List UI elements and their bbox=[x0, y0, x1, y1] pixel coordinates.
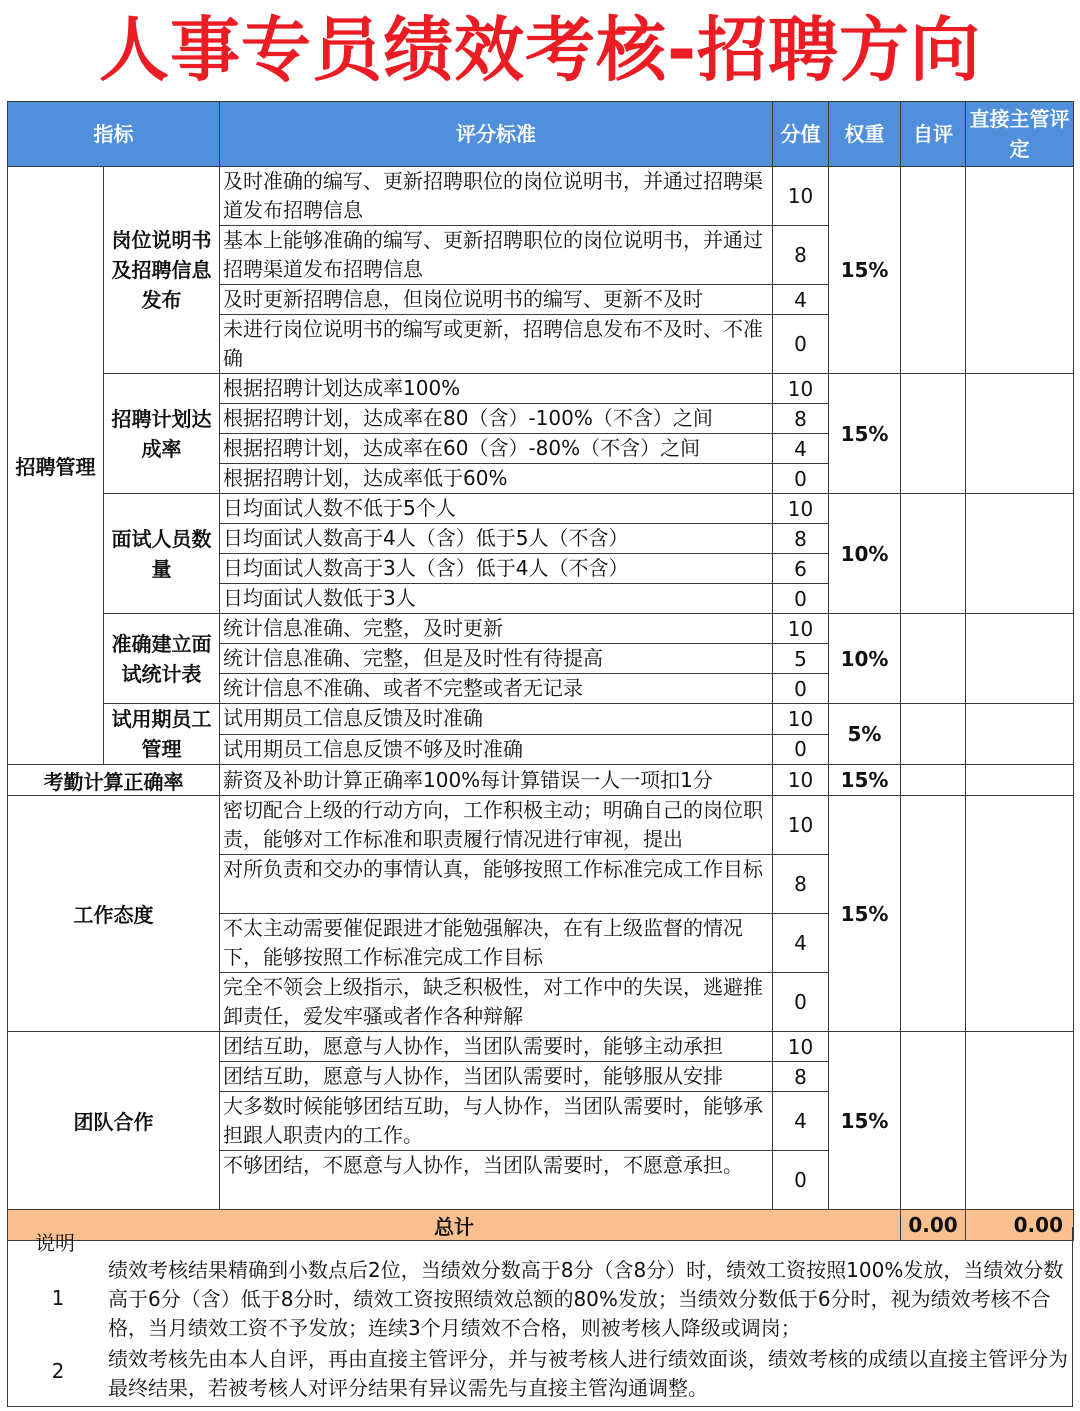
score-value: 10 bbox=[773, 614, 829, 644]
indicator-job-description: 岗位说明书及招聘信息发布 bbox=[104, 167, 220, 374]
score-value: 10 bbox=[773, 494, 829, 524]
score-value: 5 bbox=[773, 644, 829, 674]
header-score: 分值 bbox=[773, 102, 829, 167]
header-row bbox=[8, 102, 1074, 167]
indicator-interview-stats: 准确建立面试统计表 bbox=[104, 614, 220, 704]
note-text: 绩效考核先由本人自评，再由直接主管评分，并与被考核人进行绩效面谈，绩效考核的成绩以直接主管评分为最终结果，若被考核人对评分结果有异议需先与直接主管沟通调整。 bbox=[108, 1347, 1068, 1400]
header-weight: 权重 bbox=[829, 102, 901, 167]
criterion-text: 日均面试人数不低于5个人 bbox=[220, 494, 773, 524]
criterion-text: 日均面试人数高于3人（含）低于4人（不含） bbox=[220, 554, 773, 584]
total-manager-value: 0.00 bbox=[966, 1210, 1074, 1241]
criterion-text: 不太主动需要催促跟进才能勉强解决，在有上级监督的情况下，能够按照工作标准完成工作目标 bbox=[220, 914, 773, 973]
score-value: 0 bbox=[773, 315, 829, 374]
manager-score-cell[interactable] bbox=[966, 494, 1074, 614]
criterion-text: 基本上能够准确的编写、更新招聘职位的岗位说明书，并通过招聘渠道发布招聘信息 bbox=[220, 226, 773, 285]
weight-value: 15% bbox=[829, 796, 901, 1032]
manager-score-cell[interactable] bbox=[966, 167, 1074, 374]
score-value: 0 bbox=[773, 973, 829, 1032]
page-title: 人事专员绩效考核-招聘方向 bbox=[98, 9, 982, 91]
note-text: 绩效考核结果精确到小数点后2位，当绩效分数高于8分（含8分）时，绩效工资按照100%发放，当绩效分数高于6分（含）低于8分时，绩效工资按照绩效总额的80%发放；当绩效分数低于6分时，视为绩效考核不合格，当月绩效工资不予发放；连续3个月绩效不合格，则被考核人降级或调岗； bbox=[108, 1258, 1064, 1340]
score-value: 6 bbox=[773, 554, 829, 584]
criterion-text: 日均面试人数高于4人（含）低于5人（不含） bbox=[220, 524, 773, 554]
header-manager: 直接主管评定 bbox=[966, 102, 1074, 167]
weight-value: 15% bbox=[829, 765, 901, 796]
weight-value: 15% bbox=[829, 1032, 901, 1210]
manager-score-cell[interactable] bbox=[966, 765, 1074, 796]
note-number: 2 bbox=[51, 1359, 65, 1383]
indicator-work-attitude: 工作态度 bbox=[8, 796, 220, 1032]
criterion-text: 根据招聘计划达成率100% bbox=[220, 374, 773, 404]
score-value: 0 bbox=[773, 734, 829, 765]
self-score-cell[interactable] bbox=[901, 765, 966, 796]
score-value: 8 bbox=[773, 524, 829, 554]
score-value: 4 bbox=[773, 434, 829, 464]
criterion-text: 大多数时候能够团结互助，与人协作，当团队需要时，能够承担跟人职责内的工作。 bbox=[220, 1092, 773, 1151]
table-row bbox=[8, 494, 1074, 524]
score-value: 0 bbox=[773, 464, 829, 494]
criterion-text: 试用期员工信息反馈及时准确 bbox=[220, 704, 773, 735]
criterion-text: 统计信息准确、完整，但是及时性有待提高 bbox=[220, 644, 773, 674]
score-value: 0 bbox=[773, 584, 829, 614]
score-value: 0 bbox=[773, 674, 829, 704]
criterion-text: 根据招聘计划，达成率低于60% bbox=[220, 464, 773, 494]
score-value: 8 bbox=[773, 1062, 829, 1092]
total-label: 总计 bbox=[8, 1210, 901, 1241]
self-score-cell[interactable] bbox=[901, 374, 966, 494]
score-value: 10 bbox=[773, 167, 829, 226]
score-value: 4 bbox=[773, 1092, 829, 1151]
criterion-text: 根据招聘计划，达成率在60（含）-80%（不含）之间 bbox=[220, 434, 773, 464]
criterion-text: 日均面试人数低于3人 bbox=[220, 584, 773, 614]
indicator-plan-rate: 招聘计划达成率 bbox=[104, 374, 220, 494]
table-row bbox=[8, 167, 1074, 226]
notes-section bbox=[7, 1227, 1073, 1407]
score-value: 4 bbox=[773, 285, 829, 315]
total-self-value: 0.00 bbox=[901, 1210, 966, 1241]
criterion-text: 团结互助，愿意与人协作，当团队需要时，能够服从安排 bbox=[220, 1062, 773, 1092]
criterion-text: 薪资及补助计算正确率100%每计算错误一人一项扣1分 bbox=[220, 765, 773, 796]
score-value: 8 bbox=[773, 855, 829, 914]
self-score-cell[interactable] bbox=[901, 1032, 966, 1210]
table-row bbox=[8, 374, 1074, 404]
weight-value: 10% bbox=[829, 614, 901, 704]
criterion-text: 根据招聘计划，达成率在80（含）-100%（不含）之间 bbox=[220, 404, 773, 434]
weight-value: 15% bbox=[829, 374, 901, 494]
criterion-text: 不够团结，不愿意与人协作，当团队需要时，不愿意承担。 bbox=[220, 1151, 773, 1210]
self-score-cell[interactable] bbox=[901, 494, 966, 614]
manager-score-cell[interactable] bbox=[966, 1032, 1074, 1210]
kpi-table bbox=[7, 101, 1074, 1241]
weight-value: 5% bbox=[829, 704, 901, 765]
manager-score-cell[interactable] bbox=[966, 796, 1074, 1032]
criterion-text: 统计信息不准确、或者不完整或者无记录 bbox=[220, 674, 773, 704]
self-score-cell[interactable] bbox=[901, 704, 966, 765]
score-value: 10 bbox=[773, 1032, 829, 1062]
manager-score-cell[interactable] bbox=[966, 704, 1074, 765]
indicator-teamwork: 团队合作 bbox=[8, 1032, 220, 1210]
score-value: 8 bbox=[773, 226, 829, 285]
score-value: 10 bbox=[773, 704, 829, 735]
weight-value: 15% bbox=[829, 167, 901, 374]
table-row bbox=[8, 1032, 1074, 1062]
manager-score-cell[interactable] bbox=[966, 614, 1074, 704]
score-value: 10 bbox=[773, 374, 829, 404]
criterion-text: 完全不领会上级指示，缺乏积极性，对工作中的失误，逃避推卸责任，爱发牢骚或者作各种辩解 bbox=[220, 973, 773, 1032]
criterion-text: 未进行岗位说明书的编写或更新，招聘信息发布不及时、不准确 bbox=[220, 315, 773, 374]
manager-score-cell[interactable] bbox=[966, 374, 1074, 494]
criterion-text: 统计信息准确、完整，及时更新 bbox=[220, 614, 773, 644]
score-value: 4 bbox=[773, 914, 829, 973]
score-value: 10 bbox=[773, 765, 829, 796]
score-value: 0 bbox=[773, 1151, 829, 1210]
header-indicator: 指标 bbox=[8, 102, 220, 167]
table-row bbox=[8, 704, 1074, 735]
weight-value: 10% bbox=[829, 494, 901, 614]
self-score-cell[interactable] bbox=[901, 614, 966, 704]
notes-title: 说明 bbox=[35, 1231, 75, 1255]
table-row bbox=[8, 614, 1074, 644]
self-score-cell[interactable] bbox=[901, 796, 966, 1032]
criterion-text: 及时更新招聘信息，但岗位说明书的编写、更新不及时 bbox=[220, 285, 773, 315]
header-self: 自评 bbox=[901, 102, 966, 167]
criterion-text: 密切配合上级的行动方向，工作积极主动；明确自己的岗位职责，能够对工作标准和职责履行情况进行审视，提出 bbox=[220, 796, 773, 855]
indicator-attendance: 考勤计算正确率 bbox=[8, 765, 220, 796]
criterion-text: 对所负责和交办的事情认真，能够按照工作标准完成工作目标 bbox=[220, 855, 773, 914]
criterion-text: 及时准确的编写、更新招聘职位的岗位说明书，并通过招聘渠道发布招聘信息 bbox=[220, 167, 773, 226]
header-criteria: 评分标准 bbox=[220, 102, 773, 167]
criterion-text: 试用期员工信息反馈不够及时准确 bbox=[220, 734, 773, 765]
self-score-cell[interactable] bbox=[901, 167, 966, 374]
score-value: 8 bbox=[773, 404, 829, 434]
criterion-text: 团结互助，愿意与人协作，当团队需要时，能够主动承担 bbox=[220, 1032, 773, 1062]
indicator-interview-count: 面试人员数量 bbox=[104, 494, 220, 614]
category-recruitment: 招聘管理 bbox=[8, 167, 104, 765]
score-value: 10 bbox=[773, 796, 829, 855]
indicator-probation: 试用期员工管理 bbox=[104, 704, 220, 765]
table-row bbox=[8, 796, 1074, 855]
note-number: 1 bbox=[51, 1286, 65, 1310]
table-row bbox=[8, 765, 1074, 796]
